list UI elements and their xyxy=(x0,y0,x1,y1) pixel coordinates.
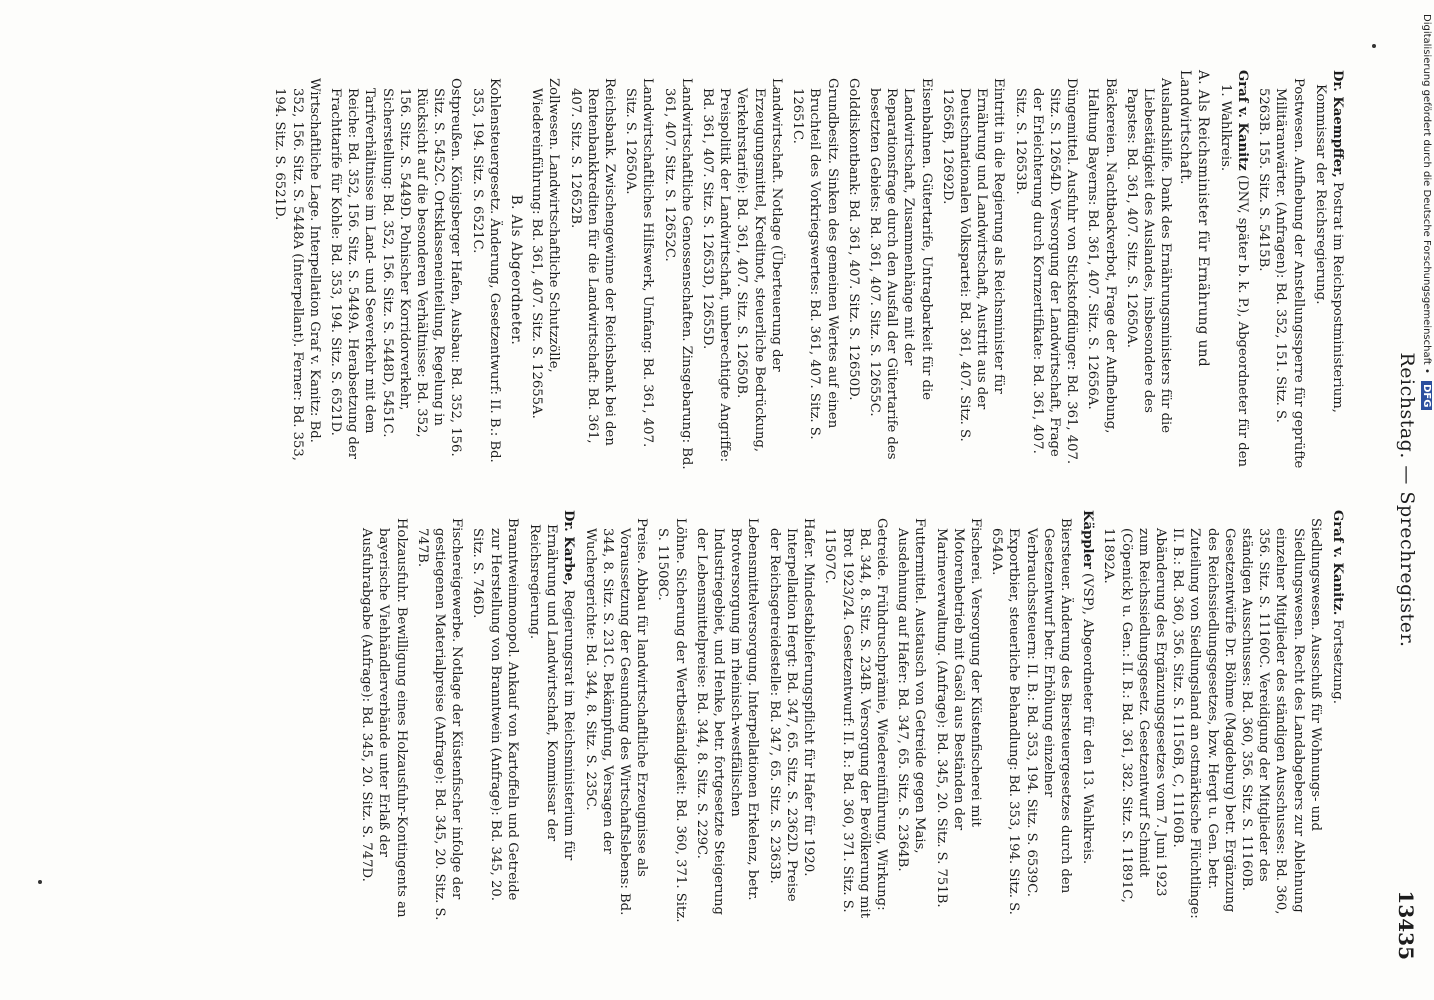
subject-entry: Grundbesitz. Sinken des gemeinen Wertes auf einen Bruchteil des Vorkriegswertes: Bd. 361, 407. Sitz. S. 12651C. xyxy=(790,78,840,440)
subject-entry: Golddiskontbank: Bd. 361, 407. Sitz. S. 12650D. xyxy=(845,78,861,401)
credit-text: Digitalisierung gefördert durch die Deutsche Forschungsgemeinschaft • xyxy=(1421,14,1432,374)
subject-entry: Zollwesen. Landwirtschaftliche Schutzzölle, Wiedereinführung: Bd. 361, 407. Sitz. S. 12655A. xyxy=(529,78,562,419)
document-page xyxy=(24,0,1434,1000)
subject-entry: Fischerei. Versorgung der Küstenfischerei mit Motorenbetrieb mit Gasöl aus Beständen der Marineverwaltung. (Anfrage): Bd. 345, 20. Sitz. S. 751B. xyxy=(933,518,983,908)
subject-entry: Eintritt in die Regierung als Reichsminister für Ernährung und Landwirtschaft, Austritt aus der Deutschnationalen Volkspartei: Bd. 361, 407. Sitz. S. 12656B, 12692D. xyxy=(939,78,1007,442)
scan-speck xyxy=(38,880,42,884)
speaker-name: Käppler xyxy=(1080,510,1096,569)
section-heading: B. Als Abgeordneter. xyxy=(508,194,525,346)
subject-entry: Bäckereien. Nachtbackverbot, Frage der Aufhebung, Haltung Bayerns: Bd. 361, 407. Sitz. S. 12656A. xyxy=(1085,78,1118,434)
dfg-logo: DFG xyxy=(1421,381,1432,410)
subject-entry: Futtermittel. Austausch von Getreide gegen Mais, Ausdehnung auf Hafer: Bd. 347, 65. Sitz. S. 2364B. xyxy=(895,518,928,872)
left-column xyxy=(267,70,1346,470)
speaker-description: Postrat im Reichspostministerium, Kommissar der Reichsregierung. xyxy=(1312,84,1345,413)
speaker-name: Graf v. Kanitz. xyxy=(1330,510,1345,616)
scan-speck xyxy=(1372,44,1376,48)
speaker-description: Fortsetzung. xyxy=(1330,619,1345,704)
subject-entry: Postwesen. Aufhebung der Anstellungssperre für geprüfte Militäranwärter. (Anfragen): Bd. 352, 151. Sitz. S. 5263B. 155. Sitz. S. 5415B. xyxy=(1256,78,1306,469)
speaker-name: Dr. Kaempffer, xyxy=(1330,70,1345,178)
subject-entry: Lebensmittelversorgung. Interpellationen Erkelenz, betr. Brotversorgung im rheinisch-westfälischen Industriegebiet, und Henke, betr. fortgesetzte Steigerung der Lebensmittelpreise: Bd. 344, 8. Sitz. S. 229C. xyxy=(693,518,761,915)
subject-entry: Reichsbank. Zwischengewinne der Reichsbank bei den Rentenbankkrediten für die Landwirtschaft: Bd. 361, 407. Sitz. S. 12652B. xyxy=(567,78,618,446)
subject-entry: Siedlungswesen. Ausschuß für Wohnungs- und Siedlungswesen. Recht des Landabgebers zur Ablehnung einzelner Mitglieder des ständigen Ausschusses: Bd. 360, 356. Sitz. S. 11160C. Vereidigung der Mitglieder des ständigen Ausschusses: Bd. 360, 356. Sitz. S. 11160B. Gesetzentwürfe Dr. Böhme (Magdeburg) betr. Ergänzung des Reichssiedlungsgesetzes, bzw. Hergt u. Gen. betr. Zuteilung von Siedlungsland an ostmärkische Flüchtlinge: II. B.: Bd. 360, 356. Sitz. S. 11156B, C, 11160B. Abänderung des Ergänzungsgesetzes vom 7. Juni 1923 zum Reichssiedlungsgesetz. Gesetzentwurf Schmidt (Cöpenick) u. Gen.: II. B.: Bd. 361, 382. Sitz. S. 11891C, 11892A. xyxy=(1101,518,1323,919)
speaker-name: Dr. Karbe, xyxy=(561,510,577,586)
subject-entry: Hafer. Mindestablieferungspflicht für Hafer für 1920. Interpellation Hergt: Bd. 347, 65. Sitz. S. 2362D. Preise der Reichsgetreidestelle: Bd. 347, 65. Sitz. S. 2363B. xyxy=(766,518,817,902)
subject-entry: Auslandshilfe. Dank des Ernährungsministers für die Liebestätigkeit des Auslandes, insbesondere des Papstes: Bd. 361, 407. Sitz. S. 12650A. xyxy=(1123,78,1174,434)
subject-entry: Fischereigewerbe. Notlage der Küstenfischer infolge der gestiegenen Materialpreise (Anfrage): Bd. 345, 20. Sitz. S. 747B. xyxy=(414,518,465,921)
subject-entry: Landwirtschaft. Notlage (Überteuerung der Erzeugungsmittel, Kreditnot, steuerliche Bedrückung, Verkehrstarife): Bd. 361, 407. Sitz. S. 12650B. Preispolitik der Landwirtschaft, unberechtigte Angriffe: Bd. 361, 407. Sitz. S. 12653D, 12655D. xyxy=(700,78,784,463)
subject-entry: Preise. Abbau für landwirtschaftliche Erzeugnisse als Voraussetzung der Gesundung des Wirtschaftslebens: Bd. 344, 8. Sitz. S. 231C. Bekämpfung, Versagen der Wuchergerichte: Bd. 344, 8. Sitz. S. 235C. xyxy=(582,518,650,916)
digitization-credit xyxy=(1418,8,1432,988)
subject-entry: Kohlensteuergesetz. Änderung, Gesetzentwurf: II. B.: Bd. 353, 194. Sitz. S. 6521C. xyxy=(469,78,502,463)
subject-entry: Branntweinmonopol. Ankauf von Kartoffeln und Getreide zur Herstellung von Branntwein (Anfrage): Bd. 345, 20. Sitz. S. 746D. xyxy=(470,518,520,901)
page-number: 13435 xyxy=(1394,890,1418,960)
subject-entry: Wirtschaftliche Lage. Interpellation Graf v. Kanitz: Bd. 352, 156. Sitz. S. 5448A (Interpellant). Ferner: Bd. 353, 194. Sitz. S. 6521D. xyxy=(272,78,322,461)
subject-entry: Landwirtschaftliches Hilfswerk, Umfang: Bd. 361, 407. Sitz. S. 12650A. xyxy=(623,78,656,448)
subject-entry: Holzausfuhr. Bewilligung eines Holzausfuhr-Kontingents an bayerische Viehhändlerverbände unter Erlaß der Ausfuhrabgabe (Anfrage): Bd. 345, 20. Sitz. S. 747D. xyxy=(359,518,409,918)
register-entry xyxy=(1329,510,1346,925)
register-entry xyxy=(1079,510,1096,925)
section-heading: A. Als Reichsminister für Ernährung und Landwirtschaft. xyxy=(1177,70,1211,368)
speaker-name: Graf v. Kanitz xyxy=(1234,70,1250,171)
subject-entry: Getreide. Frühdruschprämie, Wiedereinführung, Wirkung: Bd. 344, 8. Sitz. S. 234B. Versorgung der Bevölkerung mit Brot 1923/24. Gesetzentwurf: II. B.: Bd. 360, 371. Sitz. S. 11507C. xyxy=(822,518,889,919)
subject-entry: Eisenbahnen. Gütertarife, Untragbarkeit für die Landwirtschaft, Zusammenhänge mit der Reparationsfrage durch den Ausfall der Gütertarife des besetzten Gebiets: Bd. 361, 407. Sitz. S. 12655C. xyxy=(866,78,934,460)
subject-entry: Düngemittel. Ausfuhr von Stickstoffdünger: Bd. 361, 407. Sitz. S. 12654D. Versorgung der Landwirtschaft, Frage der Erleichterung durch Kornzertifikate: Bd. 361, 407. Sitz. S. 12653B. xyxy=(1012,78,1080,465)
page-header xyxy=(1378,40,1418,960)
right-column xyxy=(354,510,1346,925)
subject-entry: Landwirtschaftliche Genossenschaften. Zinsgebarung: Bd. 361, 407. Sitz. S. 12652C. xyxy=(661,78,694,470)
register-entry xyxy=(1217,70,1251,470)
subject-entry: Ostpreußen. Königsberger Hafen, Ausbau: Bd. 352, 156. Sitz. S. 5452C. Ortsklasseneinteilung, Regelung in Rücksicht auf die besonderen Verhältnisse: Bd. 352, 156. Sitz. S. 5449D. Polnischer Korridorverkehr, Sicherstellung: Bd. 352, 156. Sitz. S. 5448D, 5451C. Tarifverhältnisse im Land- und Seeverkehr mit dem Reiche: Bd. 352, 156. Sitz. S. 5449A. Herabsetzung der Frachttarife für Kohle: Bd. 353, 194. Sitz. S. 6521D. xyxy=(328,78,464,460)
register-entry xyxy=(1312,70,1346,470)
speaker-description: (DNV, später b. k. P.), Abgeordneter für den 1. Wahlkreis. xyxy=(1217,84,1250,467)
subject-entry: Löhne. Sicherung der Wertbeständigkeit: Bd. 360, 371. Sitz. S. 11508C. xyxy=(655,518,688,923)
register-entry xyxy=(526,510,578,925)
speaker-description: Regierungsrat im Reichsministerium für Ernährung und Landwirtschaft, Kommissar der Reichsregierung. xyxy=(527,524,577,861)
subject-entry: Biersteuer. Änderung des Biersteuergesetzes durch den Gesetzentwurf betr. Erhöhung einzelner Verbrauchssteuern: II. B.: Bd. 353, 194. Sitz. S. 6539C. Exportbier, steuerliche Behandlung: Bd. 353, 194. Sitz. S. 6540A. xyxy=(989,518,1073,915)
speaker-description: (VSP), Abgeordneter für den 13. Wahlkreis. xyxy=(1080,573,1096,865)
running-title: Reichstag. — Sprechregister. xyxy=(1396,352,1418,648)
